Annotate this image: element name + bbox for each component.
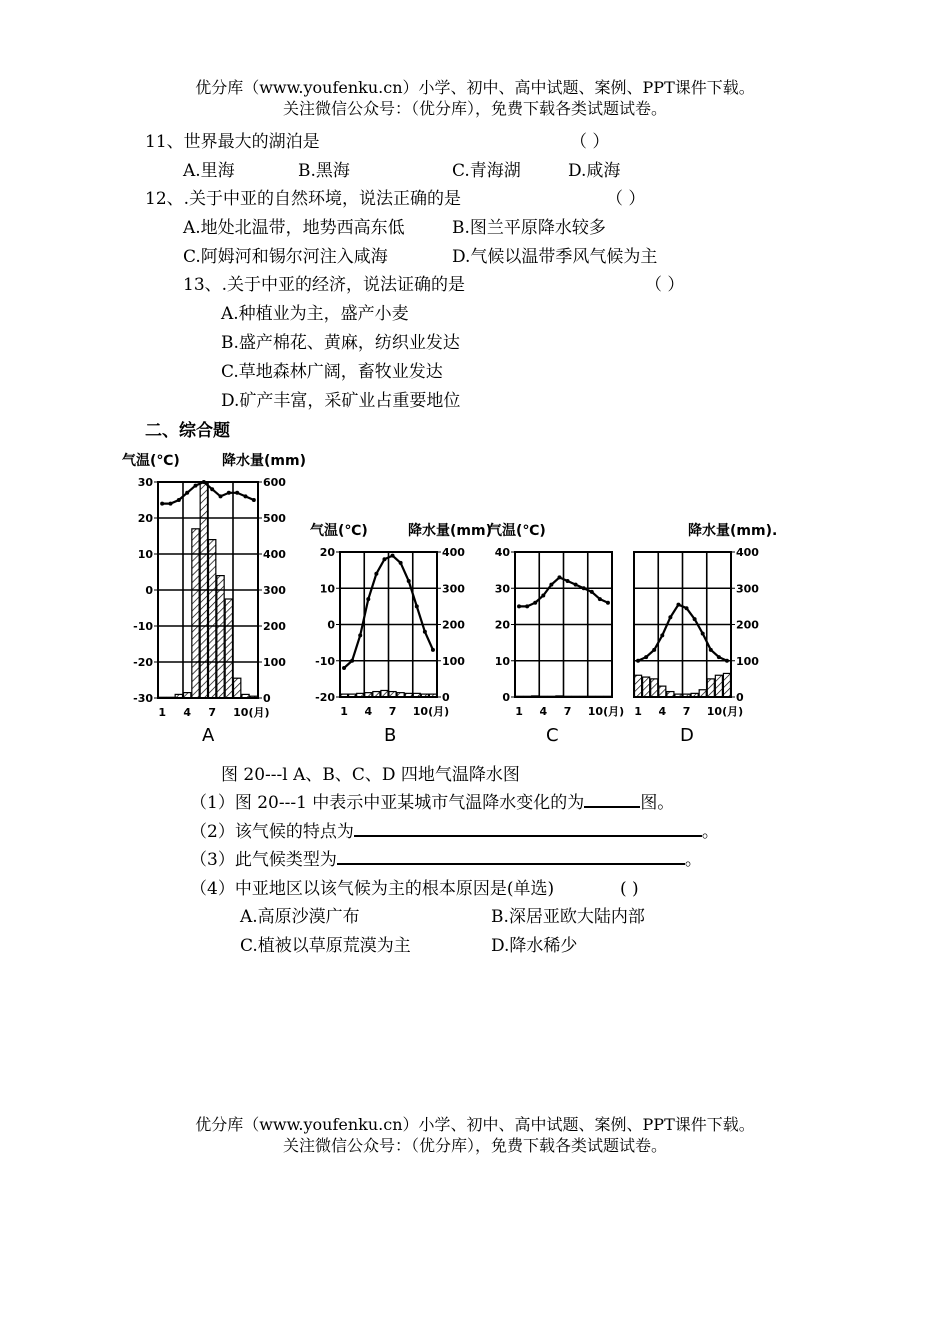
chart-a-xtick-label: 7 (208, 706, 216, 719)
chart-d-precip-bar (651, 679, 658, 697)
chart-a-xtick-label: 4 (183, 706, 191, 719)
chart-b-precip-bar (413, 693, 420, 697)
chart-c-ytick-label: 20 (494, 618, 510, 632)
chart-b-ytick-label: -20 (315, 691, 335, 704)
chart-a-temperature-point (252, 498, 256, 502)
chart-a-y2tick-label: 300 (263, 584, 286, 597)
q13-stem: 13、.关于中亚的经济，说法证确的是 (183, 275, 466, 295)
chart-a-ytick-label: 0 (145, 584, 153, 597)
q13-option-b: B.盛产棉花、黄麻，纺织业发达 (221, 333, 460, 353)
chart-a-y2tick-label: 400 (263, 548, 286, 561)
chart-b-ytick-label: 0 (327, 618, 335, 632)
chart-a-y2tick-label: 100 (263, 656, 286, 669)
footer-line-1: 优分库（www.youfenku.cn）小学、初中、高中试题、案例、PPT课件下载。 (195, 1115, 755, 1134)
chart-a-ytick-label: 10 (137, 548, 153, 561)
chart-b-y2tick-label: 100 (442, 654, 465, 668)
chart-a-precip-bar (217, 576, 224, 698)
chart-d-precip-bar (715, 675, 722, 697)
chart-a-precip-bar (175, 694, 182, 698)
chart-a-precip-bar (159, 697, 166, 698)
chart-d-precip-bar (699, 690, 706, 697)
chart-b-precip-label: 降水量(mm) (408, 523, 492, 539)
chart-c-temperature-point (541, 594, 545, 598)
q11-stem: 11、世界最大的湖泊是 (145, 132, 320, 152)
chart-a-precip-bar (192, 529, 199, 698)
header-line-2: 关注微信公众号：（优分库），免费下载各类试题试卷。 (282, 99, 667, 118)
chart-c-ytick-label: 30 (494, 582, 510, 596)
section-heading: 二、综合题 (145, 421, 230, 441)
subq2 (190, 821, 719, 843)
chart-c-temperature-point (590, 590, 594, 594)
chart-d-temperature-point (701, 632, 705, 636)
chart-d-precip-bar (675, 694, 682, 697)
chart-b-temperature-point (415, 604, 419, 608)
subq1-blank[interactable] (584, 792, 640, 808)
q12-stem: 12、.关于中亚的自然环境，说法正确的是 (145, 189, 462, 209)
chart-d-precip-bar (667, 692, 674, 697)
chart-c-precip-bar (548, 696, 555, 697)
chart-d-temperature-point (652, 648, 656, 652)
chart-b-precip-bar (341, 694, 348, 697)
chart-c-name: C (546, 725, 559, 746)
chart-b-precip-bar (365, 693, 372, 697)
chart-a-xtick-label: 10(月) (233, 706, 270, 719)
chart-a-temperature-point (177, 498, 181, 502)
chart-d-precip-bar (707, 679, 714, 697)
chart-b-xtick-label: 1 (340, 705, 348, 718)
q13-option-d: D.矿产丰富，采矿业占重要地位 (221, 391, 461, 411)
chart-c-temperature-point (525, 604, 529, 608)
chart-b-temperature-point (407, 579, 411, 583)
chart-b-temperature-point (382, 557, 386, 561)
subq2-blank[interactable] (354, 821, 702, 837)
chart-b-y2tick-label: 400 (442, 546, 465, 559)
chart-c-ytick-label: 10 (494, 654, 510, 668)
chart-d-precip-bar (643, 677, 650, 697)
chart-d-y2tick-label: 300 (736, 582, 759, 596)
chart-a-temperature-point (227, 491, 231, 495)
chart-b-temperature-point (431, 648, 435, 652)
q13-answer-paren: （ ） (645, 275, 685, 295)
chart-c-precip-bar (540, 696, 547, 697)
chart-b-precip-bar (349, 694, 356, 697)
chart-d-precip-bar (659, 686, 666, 697)
chart-c-temperature-point (582, 586, 586, 590)
chart-a-precip-bar (209, 540, 216, 698)
subq3-text: （3）此气候类型为 (190, 850, 337, 870)
subq4-option-a: A.高原沙漠广布 (240, 907, 360, 927)
subq1 (190, 792, 674, 814)
subq2-text: （2）该气候的特点为 (190, 822, 354, 842)
chart-b-temperature-point (358, 633, 362, 637)
chart-d-temperature-point (668, 615, 672, 619)
subq2-tail: 。 (701, 822, 719, 842)
chart-a-name: A (202, 725, 215, 746)
chart-d-temperature-point (717, 655, 721, 659)
subq3-tail: 。 (684, 850, 702, 870)
chart-d-precip-label: 降水量(mm). (688, 523, 778, 539)
chart-c-precip-bar (580, 696, 587, 697)
chart-c-precip-bar (572, 696, 579, 697)
chart-b-temperature-point (350, 659, 354, 663)
q11-option-a: A.里海 (183, 161, 235, 181)
chart-a-temperature-point (210, 487, 214, 491)
subq1-tail: 图。 (640, 793, 675, 813)
chart-a-precip-bar (167, 697, 174, 698)
chart-d-name: D (680, 725, 694, 746)
chart-a-ytick-label: -10 (133, 620, 153, 633)
subq4-stem: （4）中亚地区以该气候为主的根本原因是(单选) (190, 879, 555, 899)
subq4-option-c: C.植被以草原荒漠为主 (240, 936, 411, 956)
chart-b-precip-bar (389, 692, 396, 697)
chart-c-temp-label: 气温(℃) (488, 523, 546, 539)
chart-d-temperature-point (709, 648, 713, 652)
chart-b-xtick-label: 7 (388, 705, 397, 718)
chart-b-precip-bar (397, 693, 404, 697)
chart-c-xtick-label: 4 (539, 705, 548, 718)
q13-option-c: C.草地森林广阔，畜牧业发达 (221, 362, 443, 382)
chart-b-name: B (384, 725, 397, 746)
chart-d-xtick-label: 7 (682, 705, 691, 718)
chart-b-y2tick-label: 0 (442, 691, 450, 704)
chart-c-temperature-point (606, 601, 610, 605)
subq3-blank[interactable] (337, 849, 685, 865)
chart-b-precip-bar (357, 693, 364, 697)
chart-b-precip-bar (373, 692, 380, 697)
figure-caption: 图 20---l A、B、C、D 四地气温降水图 (221, 765, 520, 785)
chart-c-precip-bar (556, 696, 563, 697)
chart-b-temperature-point (423, 630, 427, 634)
q11-option-b: B.黑海 (298, 161, 350, 181)
chart-a-temperature-point (194, 484, 198, 488)
chart-b-temp-label: 气温(℃) (310, 523, 368, 539)
chart-d-temperature-point (660, 633, 664, 637)
chart-a-precip-bar (234, 678, 241, 698)
footer-line-2: 关注微信公众号：（优分库），免费下载各类试题试卷。 (282, 1136, 667, 1155)
chart-d-precip-bar (635, 675, 642, 697)
chart-c-precip-bar (532, 696, 539, 697)
chart-b-precip-bar (381, 690, 388, 697)
header-line-1: 优分库（www.youfenku.cn）小学、初中、高中试题、案例、PPT课件下载。 (195, 78, 755, 97)
chart-d-precip-bar (691, 693, 698, 697)
chart-b-xtick-label: 4 (364, 705, 373, 718)
chart-c-temperature-point (574, 583, 578, 587)
chart-d-xtick-label: 10(月) (706, 705, 744, 718)
chart-a-ytick-label: -30 (133, 692, 153, 705)
q11-answer-paren: （ ） (570, 132, 610, 152)
q12-option-c: C.阿姆河和锡尔河注入咸海 (183, 247, 388, 267)
chart-c-precip-bar (516, 696, 523, 697)
chart-a-y2tick-label: 600 (263, 476, 286, 489)
chart-b-temperature-point (391, 554, 395, 558)
chart-b-temperature-point (374, 572, 378, 576)
q12-answer-paren: （ ） (606, 189, 646, 209)
chart-d-y2tick-label: 200 (736, 618, 759, 632)
chart-b-precip-bar (421, 694, 428, 697)
chart-c-precip-bar (564, 696, 571, 697)
chart-c-precip-bar (604, 696, 611, 697)
subq4-option-b: B.深居亚欧大陆内部 (491, 907, 645, 927)
chart-a-precip-bar (225, 599, 232, 698)
chart-d-temperature-point (676, 603, 680, 607)
subq4-option-d: D.降水稀少 (491, 936, 578, 956)
chart-a-xtick-label: 1 (158, 706, 166, 719)
chart-c-ytick-label: 40 (494, 546, 510, 559)
chart-c-precip-bar (524, 696, 531, 697)
chart-d-xtick-label: 1 (634, 705, 642, 718)
chart-d-y2tick-label: 400 (736, 546, 759, 559)
chart-d-temperature-point (693, 617, 697, 621)
chart-a-precip-bar (242, 694, 249, 698)
chart-c-ytick-label: 0 (502, 691, 510, 704)
chart-a-temperature-point (202, 480, 206, 484)
q12-option-a: A.地处北温带，地势西高东低 (183, 218, 405, 238)
chart-a-y2tick-label: 200 (263, 620, 286, 633)
chart-c-precip-bar (596, 696, 603, 697)
q12-option-b: B.图兰平原降水较多 (452, 218, 606, 238)
chart-c-temperature-point (533, 601, 537, 605)
chart-a-temperature-point (219, 494, 223, 498)
chart-a-ytick-label: 20 (137, 512, 153, 525)
chart-d-xtick-label: 4 (658, 705, 667, 718)
chart-d-precip-bar (723, 673, 730, 697)
chart-c-xtick-label: 1 (515, 705, 523, 718)
chart-a-temperature-point (235, 491, 239, 495)
chart-a-temperature-point (185, 491, 189, 495)
chart-d-y2tick-label: 0 (736, 691, 744, 704)
chart-a-temperature-point (244, 494, 248, 498)
chart-d-temperature-point (725, 659, 729, 663)
chart-a-ytick-label: -20 (133, 656, 153, 669)
chart-c-temperature-point (549, 583, 553, 587)
chart-b-ytick-label: 10 (319, 582, 335, 596)
chart-c-xtick-label: 10(月) (587, 705, 625, 718)
chart-d-temperature-point (644, 655, 648, 659)
q11-option-d: D.咸海 (568, 161, 621, 181)
subq3 (190, 849, 702, 871)
chart-c-temperature-point (566, 579, 570, 583)
chart-b-xtick-label: 10(月) (412, 705, 450, 718)
chart-a-temperature-point (160, 502, 164, 506)
chart-b-temperature-point (342, 666, 346, 670)
chart-a-ytick-label: 30 (137, 476, 153, 489)
chart-d-precip-bar (683, 694, 690, 697)
chart-a-temperature-point (169, 502, 173, 506)
chart-d-temperature-point (685, 606, 689, 610)
chart-b-temperature-point (399, 561, 403, 565)
chart-b-ytick-label: 20 (319, 546, 335, 559)
chart-a-precip-bar (250, 696, 257, 698)
subq1-text: （1）图 20---1 中表示中亚某城市气温降水变化的为 (190, 793, 585, 813)
chart-c-precip-bar (588, 696, 595, 697)
chart-b-precip-bar (405, 693, 412, 697)
climate-charts-figure (110, 445, 790, 755)
chart-b-y2tick-label: 200 (442, 618, 465, 632)
chart-c-temperature-point (598, 597, 602, 601)
chart-a-precip-bar (184, 693, 191, 698)
q13-option-a: A.种植业为主，盛产小麦 (221, 304, 409, 324)
chart-c-xtick-label: 7 (563, 705, 572, 718)
chart-b-temperature-point (366, 597, 370, 601)
chart-b-precip-bar (429, 694, 436, 697)
chart-b-y2tick-label: 300 (442, 582, 465, 596)
chart-b-ytick-label: -10 (315, 654, 335, 668)
chart-d-y2tick-label: 100 (736, 654, 759, 668)
chart-c-temperature-point (557, 575, 561, 579)
chart-a-precip-bar (200, 482, 207, 698)
chart-a-y2tick-label: 500 (263, 512, 286, 525)
chart-a-precip-label: 降水量(mm) (222, 453, 306, 469)
chart-a-y2tick-label: 0 (263, 692, 271, 705)
q11-option-c: C.青海湖 (452, 161, 521, 181)
subq4-answer-paren: ( ) (620, 879, 639, 899)
chart-c-temperature-point (517, 604, 521, 608)
chart-a-temp-label: 气温(℃) (122, 453, 180, 469)
q12-option-d: D.气候以温带季风气候为主 (452, 247, 658, 267)
chart-d-temperature-point (636, 659, 640, 663)
